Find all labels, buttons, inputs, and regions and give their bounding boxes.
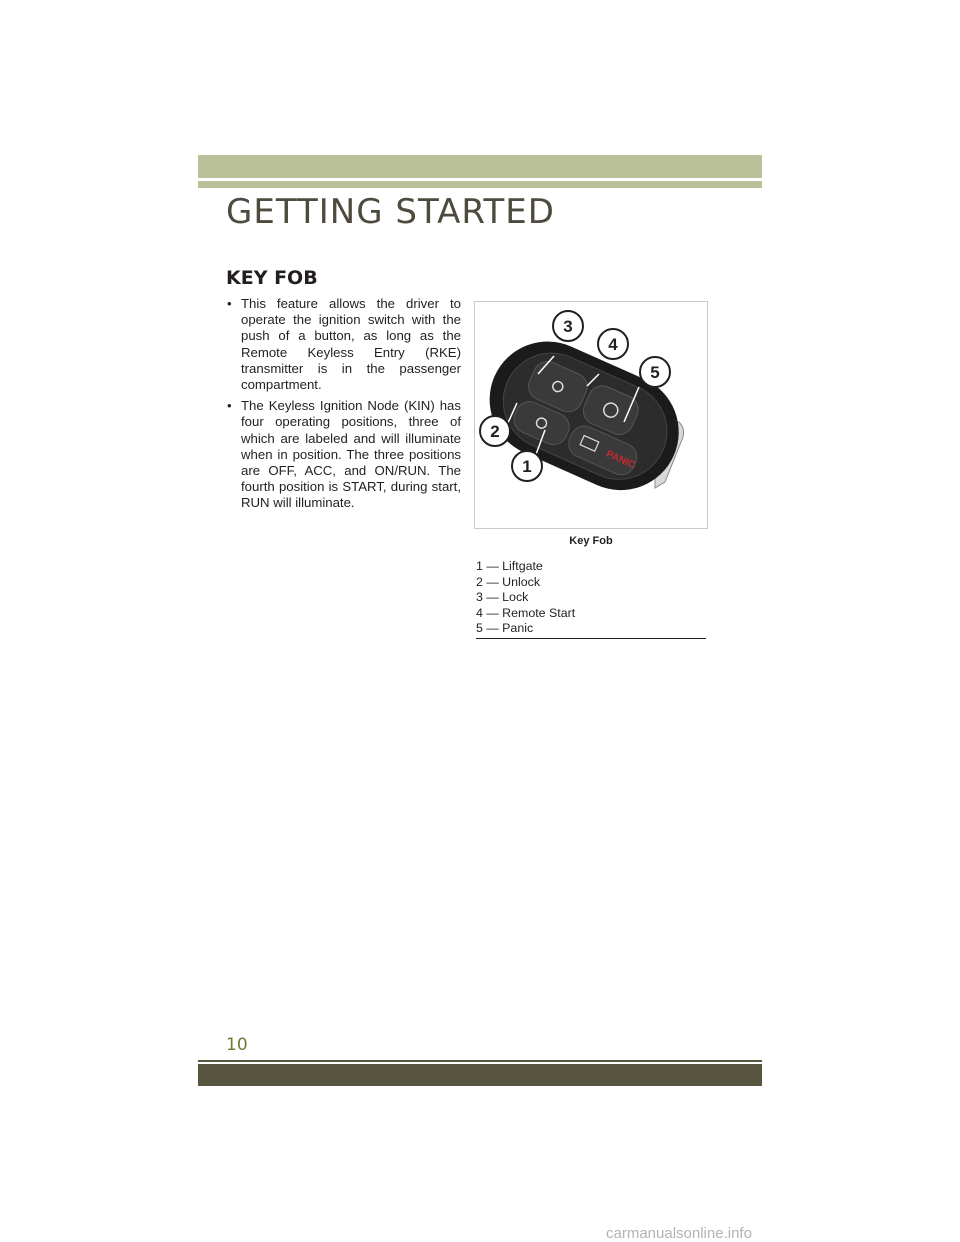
footer-rule [198, 1060, 762, 1062]
bullet-list [226, 296, 461, 517]
figure-legend [476, 559, 706, 637]
header-rule [198, 181, 762, 188]
page-number: 10 [226, 1035, 248, 1055]
legend-item: 1 — Liftgate [476, 559, 543, 573]
callout-1 [512, 451, 542, 481]
bullet-text: This feature allows the driver to operate the ignition switch with the push of a button, as long as the Remote Keyless Entry (RKE) transmitter is in the passenger compartment. [241, 296, 461, 393]
legend-item: 5 — Panic [476, 621, 534, 636]
callout-2 [480, 416, 510, 446]
key-fob-figure [474, 301, 708, 529]
footer-band [198, 1064, 762, 1086]
svg-text:2: 2 [490, 422, 500, 441]
key-fob-illustration [475, 302, 707, 528]
legend-item: 3 — Lock [476, 590, 529, 605]
callout-5 [640, 357, 670, 387]
callout-3 [553, 311, 583, 341]
section-title: GETTING STARTED [226, 192, 555, 232]
svg-text:4: 4 [608, 335, 618, 354]
page-heading: KEY FOB [226, 267, 318, 289]
svg-text:5: 5 [650, 363, 660, 382]
legend-item: 2 — Unlock [476, 574, 541, 589]
bullet-text: The Keyless Ignition Node (KIN) has four operating positions, three of which are labeled and will illuminate when in position. The three positions are OFF, ACC, and ON/RUN. The fourth position is START, during start, RUN will illuminate. [241, 398, 461, 511]
legend-item: 4 — Remote Start [476, 605, 576, 620]
callout-4 [598, 329, 628, 359]
panic-button-label: PANIC [604, 448, 637, 472]
svg-text:3: 3 [563, 317, 573, 336]
bullet-item [226, 398, 461, 511]
watermark: carmanualsonline.info [606, 1225, 752, 1242]
bullet-dot: • [227, 398, 232, 414]
legend-rule [476, 638, 706, 639]
bullet-item [226, 296, 461, 393]
header-band [198, 155, 762, 178]
bullet-dot: • [227, 296, 232, 311]
svg-text:1: 1 [522, 457, 532, 476]
figure-caption: Key Fob [569, 535, 613, 547]
